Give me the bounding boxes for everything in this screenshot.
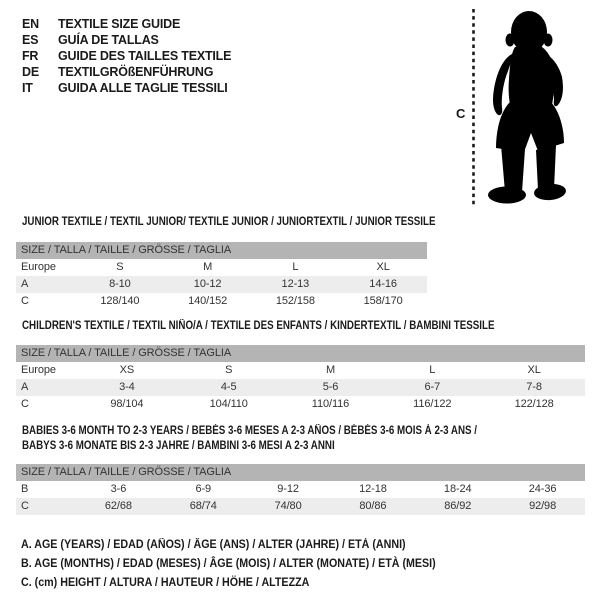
baby-right-leg (536, 145, 556, 190)
table-cell: XL (527, 364, 541, 376)
baby-ear (506, 34, 515, 47)
language-label: TEXTILGRÖßENFÜHRUNG (58, 65, 214, 79)
row-label: C (21, 295, 29, 307)
table-cell: 5-6 (280, 379, 382, 396)
table-cell: 116/122 (413, 398, 452, 410)
table-cell: 74/80 (246, 498, 331, 515)
table-cell: 18-24 (443, 483, 472, 495)
table-cell: 3-4 (76, 379, 178, 396)
table-cell: 158/170 (363, 295, 403, 307)
language-label: GUIDE DES TAILLES TEXTILE (58, 49, 232, 63)
size-header-bar: SIZE / TALLA / TAILLE / GRÖSSE / TAGLIA (16, 464, 585, 481)
language-label: TEXTILE SIZE GUIDE (58, 17, 181, 31)
language-code: EN (22, 17, 39, 31)
table-cell: M (203, 261, 213, 273)
language-code: FR (22, 49, 39, 63)
table-cell: 80/86 (331, 498, 416, 515)
table-cell: 140/152 (188, 295, 228, 307)
table-cell: 8-10 (76, 276, 164, 293)
row-label: Europe (21, 261, 56, 273)
babies-table-title-line1: BABIES 3-6 MONTH TO 2-3 YEARS / BEBÉS 3-6 MESES A 2-3 AÑOS / BÉBÉS 3-6 MOIS À 2-3 ANS / (22, 425, 478, 437)
table-cell: 128/140 (100, 295, 140, 307)
babies-size-table (16, 464, 585, 515)
size-header-bar: SIZE / TALLA / TAILLE / GRÖSSE / TAGLIA (16, 345, 585, 362)
children-size-table (16, 345, 585, 413)
row-label: C (16, 498, 76, 515)
row-label: A (16, 379, 76, 396)
table-cell: 68/74 (161, 498, 246, 515)
table-cell: 86/92 (415, 498, 500, 515)
table-cell: 104/110 (209, 398, 248, 410)
table-cell: XS (119, 364, 135, 376)
baby-shorts (496, 102, 564, 152)
baby-left-foot (488, 187, 526, 204)
table-cell: 122/128 (514, 398, 554, 410)
table-cell: 9-12 (277, 483, 299, 495)
table-cell: 14-16 (339, 276, 427, 293)
baby-left-leg (501, 145, 525, 192)
footnote-b: B. AGE (MONTHS) / EDAD (MESES) / ÂGE (MOIS) / ALTER (MONATE) / ETÀ (MESI) (21, 558, 436, 570)
language-row (22, 48, 231, 64)
babies-table-title (22, 424, 477, 454)
language-label: GUÍA DE TALLAS (58, 33, 159, 47)
table-cell: 10-12 (164, 276, 252, 293)
baby-head (511, 11, 547, 53)
children-table-title: CHILDREN'S TEXTILE / TEXTIL NIÑO/A / TEXTILE DES ENFANTS / KINDERTEXTIL / BAMBINI TESSILE (22, 320, 495, 332)
babies-table-title-line2: BABYS 3-6 MONATE BIS 2-3 JAHRE / BAMBINI 3-6 MESI A 2-3 ANNI (22, 440, 335, 452)
size-header-bar: SIZE / TALLA / TAILLE / GRÖSSE / TAGLIA (16, 242, 427, 259)
baby-silhouette-icon (484, 9, 574, 205)
language-row (22, 64, 231, 80)
language-row (22, 80, 231, 96)
table-cell: 4-5 (178, 379, 280, 396)
row-label: C (21, 398, 29, 410)
row-label: A (16, 276, 76, 293)
table-cell: 6-7 (381, 379, 483, 396)
row-label: B (21, 483, 29, 495)
table-cell: 7-8 (483, 379, 585, 396)
footnotes (21, 536, 436, 593)
table-cell: 6-9 (195, 483, 212, 495)
table-cell: 152/158 (275, 295, 315, 307)
footnote-c: C. (cm) HEIGHT / ALTURA / HAUTEUR / HÖHE / ALTEZZA (21, 577, 310, 589)
table-cell: M (325, 364, 336, 376)
language-row (22, 16, 231, 32)
language-list (22, 16, 231, 96)
footnote-a: A. AGE (YEARS) / EDAD (AÑOS) / ÂGE (ANS) / ALTER (JAHRE) / ETÀ (ANNI) (21, 539, 406, 551)
table-cell: S (116, 261, 124, 273)
language-code: IT (22, 81, 33, 95)
table-cell: 12-18 (359, 483, 387, 495)
table-cell: 62/68 (76, 498, 161, 515)
table-cell: XL (376, 261, 390, 273)
row-label: Europe (21, 364, 56, 376)
junior-size-table (16, 242, 427, 310)
table-cell: 98/104 (110, 398, 144, 410)
table-cell: 110/116 (311, 398, 350, 410)
baby-ear (544, 34, 553, 47)
table-cell: 24-36 (528, 483, 557, 495)
table-cell: 12-13 (252, 276, 340, 293)
junior-table-title: JUNIOR TEXTILE / TEXTIL JUNIOR/ TEXTILE JUNIOR / JUNIORTEXTIL / JUNIOR TESSILE (22, 216, 436, 228)
height-measure-label: C (456, 106, 466, 121)
language-code: ES (22, 33, 39, 47)
language-row (22, 32, 231, 48)
language-label: GUIDA ALLE TAGLIE TESSILI (58, 81, 228, 95)
table-cell: L (292, 261, 299, 273)
height-measure-line (471, 9, 476, 207)
table-cell: L (429, 364, 436, 376)
language-code: DE (22, 65, 39, 79)
table-cell: S (225, 364, 233, 376)
table-cell: 3-6 (110, 483, 127, 495)
table-cell: 92/98 (500, 498, 585, 515)
